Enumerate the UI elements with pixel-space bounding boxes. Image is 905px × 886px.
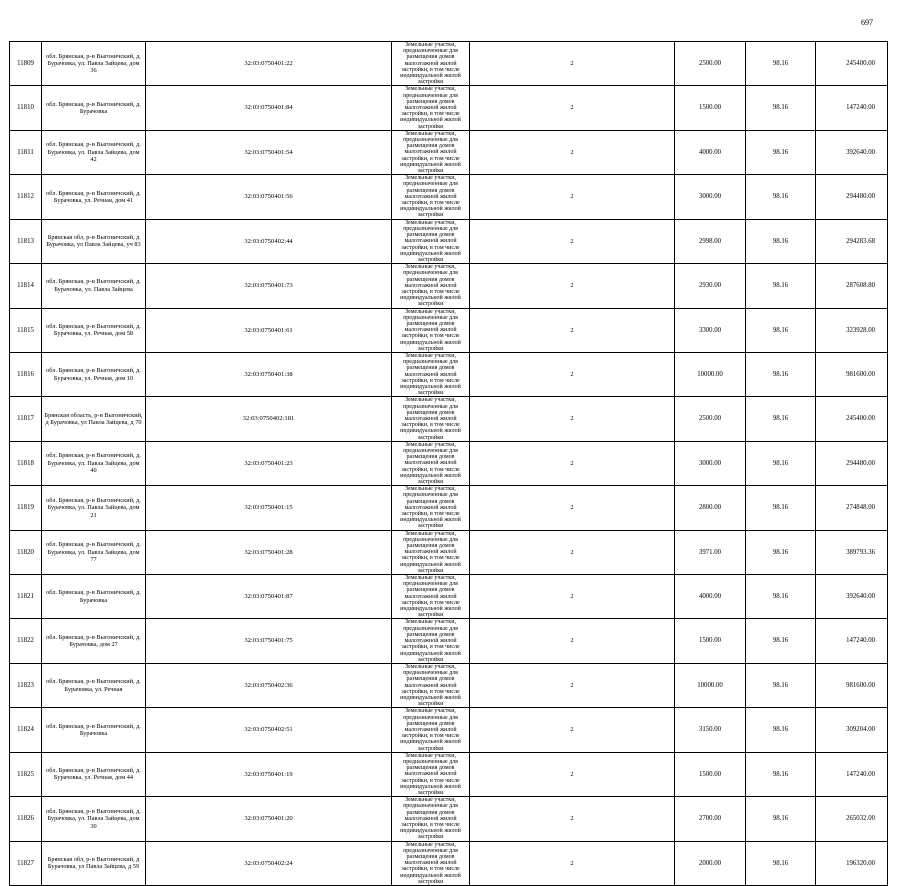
cadastral-number: 32:03:0750401:54 <box>146 130 392 174</box>
record-number: 11819 <box>10 486 42 530</box>
cadastral-number: 32:03:0750401:28 <box>146 530 392 574</box>
land-use-description: Земельные участки, предназначенные для размещения домов малоэтажной жилой застройки, в том числе индивидуальной жилой застройки <box>392 219 470 263</box>
table-row <box>10 130 888 174</box>
land-area: 2700.00 <box>675 797 746 841</box>
record-number: 11812 <box>10 175 42 219</box>
land-use-description: Земельные участки, предназначенные для размещения домов малоэтажной жилой застройки, в том числе индивидуальной жилой застройки <box>392 797 470 841</box>
cadastral-number: 32:03:0750401:19 <box>146 752 392 796</box>
address-cell: обл. Брянская, р-н Выгоничский, д. Бурачовка, ул. Речная, дом 58 <box>42 308 146 352</box>
specific-value: 98.16 <box>746 441 816 485</box>
address-cell: обл. Брянская, р-н Выгоничский, д. Бурачовка, ул. Павла Зайцева, дом 36 <box>42 42 146 86</box>
land-use-description: Земельные участки, предназначенные для размещения домов малоэтажной жилой застройки, в том числе индивидуальной жилой застройки <box>392 308 470 352</box>
cadastral-number: 32:03:0750402:44 <box>146 219 392 263</box>
cadastral-number: 32:03:0750402:51 <box>146 708 392 752</box>
address-cell: обл. Брянская, р-н Выгоничский, д. Бурачовка, ул. Павла Зайцева, дом 42 <box>42 130 146 174</box>
land-use-description: Земельные участки, предназначенные для размещения домов малоэтажной жилой застройки, в том числе индивидуальной жилой застройки <box>392 86 470 130</box>
address-cell: обл. Брянская, р-н Выгоничский, д. Бурачовка, ул. Речная <box>42 663 146 707</box>
land-area: 4000.00 <box>675 575 746 619</box>
land-area: 10000.00 <box>675 352 746 396</box>
address-cell: обл. Брянская, р-н Выгоничский, д. Бурачовка, ул. Павла Зайцева, дом 40 <box>42 441 146 485</box>
cadastral-number: 32:03:0750401:20 <box>146 797 392 841</box>
cadastral-value: 981600.00 <box>816 352 888 396</box>
specific-value: 98.16 <box>746 841 816 885</box>
group-number: 2 <box>470 264 675 308</box>
cadastral-value: 274848.00 <box>816 486 888 530</box>
cadastral-value: 294283.68 <box>816 219 888 263</box>
table-row <box>10 575 888 619</box>
land-area: 3300.00 <box>675 308 746 352</box>
cadastral-value: 294480.00 <box>816 175 888 219</box>
group-number: 2 <box>470 441 675 485</box>
specific-value: 98.16 <box>746 352 816 396</box>
specific-value: 98.16 <box>746 308 816 352</box>
cadastral-value: 392640.00 <box>816 130 888 174</box>
group-number: 2 <box>470 752 675 796</box>
group-number: 2 <box>470 841 675 885</box>
address-cell: Брянская обл, р-н Выгоничский, д Бурачовка, ул Павла Зайцева, д 59 <box>42 841 146 885</box>
record-number: 11826 <box>10 797 42 841</box>
land-use-description: Земельные участки, предназначенные для размещения домов малоэтажной жилой застройки, в том числе индивидуальной жилой застройки <box>392 441 470 485</box>
cadastral-number: 32:03:0750401:75 <box>146 619 392 663</box>
specific-value: 98.16 <box>746 752 816 796</box>
land-use-description: Земельные участки, предназначенные для размещения домов малоэтажной жилой застройки, в том числе индивидуальной жилой застройки <box>392 841 470 885</box>
land-area: 2000.00 <box>675 841 746 885</box>
table-row <box>10 352 888 396</box>
address-cell: обл. Брянская, р-н Выгоничский, д. Бурачовка, ул. Речная, дом 44 <box>42 752 146 796</box>
cadastral-value-table <box>9 41 888 886</box>
group-number: 2 <box>470 708 675 752</box>
record-number: 11823 <box>10 663 42 707</box>
cadastral-value: 309204.00 <box>816 708 888 752</box>
land-use-description: Земельные участки, предназначенные для размещения домов малоэтажной жилой застройки, в том числе индивидуальной жилой застройки <box>392 486 470 530</box>
address-cell: обл. Брянская, р-н Выгоничский, д. Бурачовка <box>42 86 146 130</box>
land-use-description: Земельные участки, предназначенные для размещения домов малоэтажной жилой застройки, в том числе индивидуальной жилой застройки <box>392 663 470 707</box>
address-cell: обл. Брянская, р-н Выгоничский, д. Бурачовка, ул. Речная, дом 41 <box>42 175 146 219</box>
specific-value: 98.16 <box>746 663 816 707</box>
cadastral-value: 147240.00 <box>816 752 888 796</box>
cadastral-value: 196320.00 <box>816 841 888 885</box>
record-number: 11816 <box>10 352 42 396</box>
table-row <box>10 619 888 663</box>
group-number: 2 <box>470 219 675 263</box>
land-use-description: Земельные участки, предназначенные для размещения домов малоэтажной жилой застройки, в том числе индивидуальной жилой застройки <box>392 752 470 796</box>
table-row <box>10 175 888 219</box>
address-cell: Брянская обл, р-н Выгоничский, д Бурачовка, ул Павла Зайцева, уч 83 <box>42 219 146 263</box>
specific-value: 98.16 <box>746 797 816 841</box>
land-area: 3000.00 <box>675 441 746 485</box>
cadastral-value: 245400.00 <box>816 42 888 86</box>
table-row <box>10 86 888 130</box>
land-area: 3000.00 <box>675 175 746 219</box>
specific-value: 98.16 <box>746 264 816 308</box>
group-number: 2 <box>470 797 675 841</box>
record-number: 11817 <box>10 397 42 441</box>
specific-value: 98.16 <box>746 619 816 663</box>
specific-value: 98.16 <box>746 397 816 441</box>
address-cell: обл. Брянская, р-н Выгоничский, д. Бурачовка, ул. Павла Зайцева <box>42 264 146 308</box>
cadastral-value: 389793.36 <box>816 530 888 574</box>
record-number: 11809 <box>10 42 42 86</box>
cadastral-number: 32:03:0750401:15 <box>146 486 392 530</box>
table-row <box>10 752 888 796</box>
page-number: 697 <box>861 18 873 27</box>
land-use-description: Земельные участки, предназначенные для размещения домов малоэтажной жилой застройки, в том числе индивидуальной жилой застройки <box>392 530 470 574</box>
address-cell: обл. Брянская, р-н Выгоничский, д. Бурачовка <box>42 575 146 619</box>
table-row <box>10 841 888 885</box>
record-number: 11818 <box>10 441 42 485</box>
record-number: 11825 <box>10 752 42 796</box>
land-area: 10000.00 <box>675 663 746 707</box>
cadastral-number: 32:03:0750401:84 <box>146 86 392 130</box>
cadastral-number: 32:03:0750401:61 <box>146 308 392 352</box>
record-number: 11822 <box>10 619 42 663</box>
land-area: 1500.00 <box>675 86 746 130</box>
record-number: 11813 <box>10 219 42 263</box>
address-cell: обл. Брянская, р-н Выгоничский, д. Бурачовка, ул. Речная, дом 10 <box>42 352 146 396</box>
address-cell: обл. Брянская, р-н Выгоничский, д. Бурачовка, ул. Павла Зайцева, дом 30 <box>42 797 146 841</box>
group-number: 2 <box>470 352 675 396</box>
table-row <box>10 42 888 86</box>
land-use-description: Земельные участки, предназначенные для размещения домов малоэтажной жилой застройки, в том числе индивидуальной жилой застройки <box>392 352 470 396</box>
group-number: 2 <box>470 308 675 352</box>
specific-value: 98.16 <box>746 175 816 219</box>
specific-value: 98.16 <box>746 42 816 86</box>
record-number: 11827 <box>10 841 42 885</box>
group-number: 2 <box>470 486 675 530</box>
table-row <box>10 797 888 841</box>
table-row <box>10 486 888 530</box>
table-row <box>10 397 888 441</box>
group-number: 2 <box>470 575 675 619</box>
group-number: 2 <box>470 619 675 663</box>
table-row <box>10 264 888 308</box>
group-number: 2 <box>470 397 675 441</box>
cadastral-number: 32:03:0750402:36 <box>146 663 392 707</box>
specific-value: 98.16 <box>746 708 816 752</box>
cadastral-number: 32:03:0750401:56 <box>146 175 392 219</box>
cadastral-value: 323928.00 <box>816 308 888 352</box>
cadastral-value: 392640.00 <box>816 575 888 619</box>
group-number: 2 <box>470 530 675 574</box>
cadastral-number: 32:03:0750401:38 <box>146 352 392 396</box>
cadastral-number: 32:03:0750402:24 <box>146 841 392 885</box>
land-area: 2998.00 <box>675 219 746 263</box>
cadastral-value: 981600.00 <box>816 663 888 707</box>
record-number: 11821 <box>10 575 42 619</box>
cadastral-value: 287608.80 <box>816 264 888 308</box>
cadastral-value: 294480.00 <box>816 441 888 485</box>
specific-value: 98.16 <box>746 575 816 619</box>
table-row <box>10 708 888 752</box>
record-number: 11815 <box>10 308 42 352</box>
cadastral-value: 147240.00 <box>816 86 888 130</box>
table-body <box>10 42 888 886</box>
record-number: 11814 <box>10 264 42 308</box>
land-use-description: Земельные участки, предназначенные для размещения домов малоэтажной жилой застройки, в том числе индивидуальной жилой застройки <box>392 619 470 663</box>
land-area: 2500.00 <box>675 42 746 86</box>
group-number: 2 <box>470 175 675 219</box>
address-cell: обл. Брянская, р-н Выгоничский, д. Бурачовка, ул. Павла Зайцева, дом 21 <box>42 486 146 530</box>
record-number: 11820 <box>10 530 42 574</box>
land-use-description: Земельные участки, предназначенные для размещения домов малоэтажной жилой застройки, в том числе индивидуальной жилой застройки <box>392 175 470 219</box>
address-cell: обл. Брянская, р-н Выгоничский, д. Бурачовка <box>42 708 146 752</box>
group-number: 2 <box>470 42 675 86</box>
group-number: 2 <box>470 130 675 174</box>
cadastral-value: 245400.00 <box>816 397 888 441</box>
cadastral-number: 32:03:0750401:22 <box>146 42 392 86</box>
land-use-description: Земельные участки, предназначенные для размещения домов малоэтажной жилой застройки, в том числе индивидуальной жилой застройки <box>392 575 470 619</box>
land-use-description: Земельные участки, предназначенные для размещения домов малоэтажной жилой застройки, в том числе индивидуальной жилой застройки <box>392 708 470 752</box>
specific-value: 98.16 <box>746 486 816 530</box>
specific-value: 98.16 <box>746 130 816 174</box>
specific-value: 98.16 <box>746 219 816 263</box>
table-row <box>10 308 888 352</box>
land-use-description: Земельные участки, предназначенные для размещения домов малоэтажной жилой застройки, в том числе индивидуальной жилой застройки <box>392 264 470 308</box>
land-area: 3971.00 <box>675 530 746 574</box>
land-area: 1500.00 <box>675 619 746 663</box>
record-number: 11824 <box>10 708 42 752</box>
land-area: 2800.00 <box>675 486 746 530</box>
record-number: 11810 <box>10 86 42 130</box>
group-number: 2 <box>470 663 675 707</box>
cadastral-number: 32:03:0750401:23 <box>146 441 392 485</box>
cadastral-number: 32:03:0750402:181 <box>146 397 392 441</box>
cadastral-value: 147240.00 <box>816 619 888 663</box>
land-area: 4000.00 <box>675 130 746 174</box>
table-row <box>10 219 888 263</box>
group-number: 2 <box>470 86 675 130</box>
land-use-description: Земельные участки, предназначенные для размещения домов малоэтажной жилой застройки, в том числе индивидуальной жилой застройки <box>392 397 470 441</box>
land-area: 2930.00 <box>675 264 746 308</box>
address-cell: обл. Брянская, р-н Выгоничский, д. Бурачовка, дом 27 <box>42 619 146 663</box>
land-area: 3150.00 <box>675 708 746 752</box>
table-row <box>10 663 888 707</box>
table-row <box>10 530 888 574</box>
specific-value: 98.16 <box>746 530 816 574</box>
table-row <box>10 441 888 485</box>
land-use-description: Земельные участки, предназначенные для размещения домов малоэтажной жилой застройки, в том числе индивидуальной жилой застройки <box>392 130 470 174</box>
address-cell: обл. Брянская, р-н Выгоничский, д. Бурачовка, ул. Павла Зайцева, дом 77 <box>42 530 146 574</box>
specific-value: 98.16 <box>746 86 816 130</box>
land-area: 2500.00 <box>675 397 746 441</box>
address-cell: Брянская область, р-н Выгоничский, д Бурачовка, ул Павла Зайцева, д 70 <box>42 397 146 441</box>
cadastral-number: 32:03:0750401:87 <box>146 575 392 619</box>
cadastral-value: 265032.00 <box>816 797 888 841</box>
land-use-description: Земельные участки, предназначенные для размещения домов малоэтажной жилой застройки, в том числе индивидуальной жилой застройки <box>392 42 470 86</box>
cadastral-number: 32:03:0750401:73 <box>146 264 392 308</box>
record-number: 11811 <box>10 130 42 174</box>
land-area: 1500.00 <box>675 752 746 796</box>
